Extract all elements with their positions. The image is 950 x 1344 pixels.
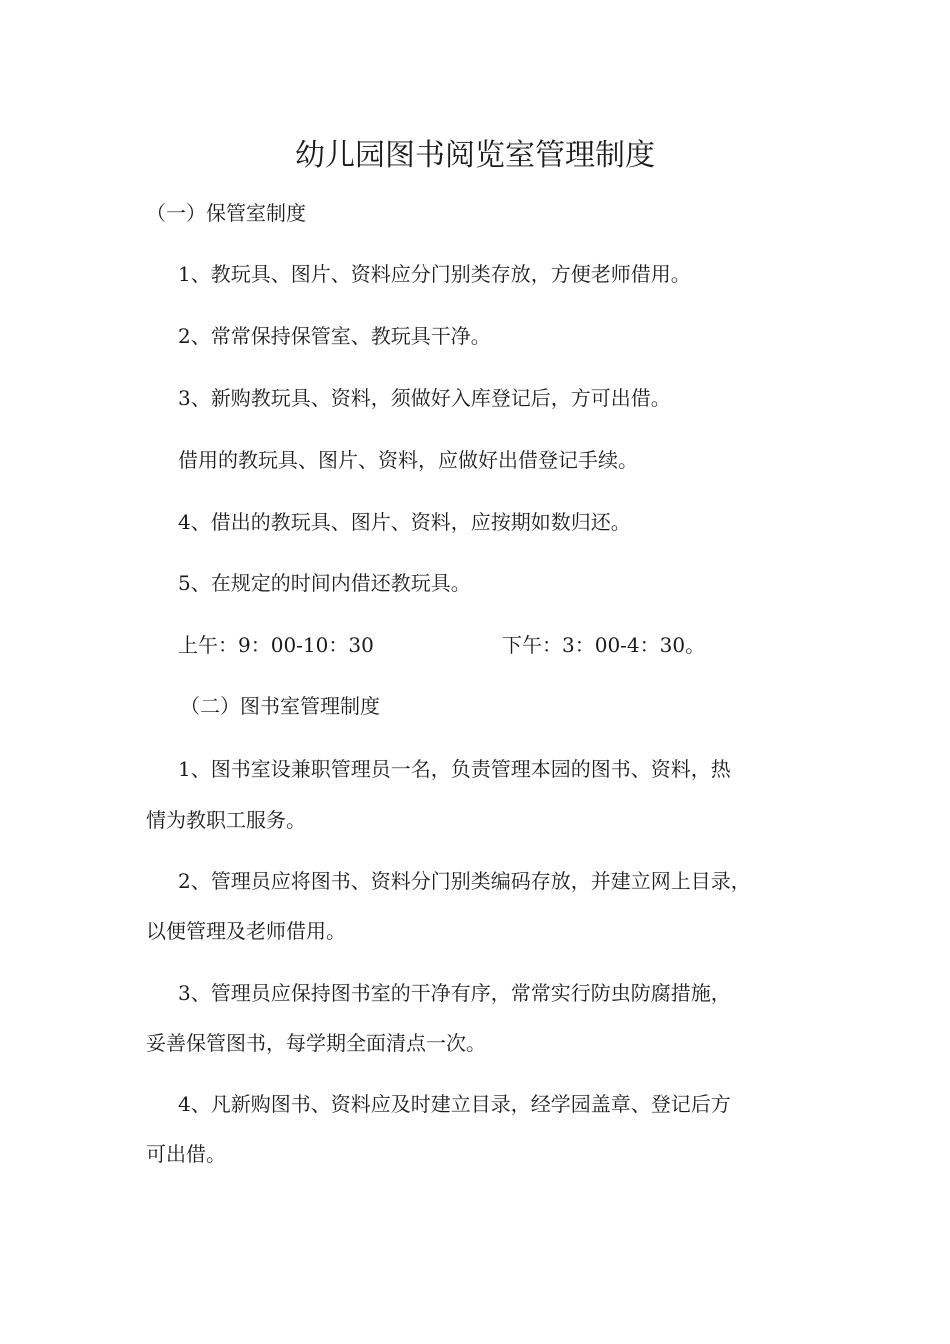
section2-item-3-line1: 3、管理员应保持图书室的干净有序，常常实行防虫防腐措施， [178, 981, 731, 1005]
section1-item-1: 1、教玩具、图片、资料应分门别类存放，方便老师借用。 [178, 262, 691, 286]
section2-item-2-line1: 2、管理员应将图书、资料分门别类编码存放，并建立网上目录， [178, 869, 751, 893]
section2-item-4-line1: 4、凡新购图书、资料应及时建立目录，经学园盖章、登记后方 [178, 1092, 731, 1116]
section2-item-4-line2: 可出借。 [146, 1142, 226, 1166]
section2-heading: （二）图书室管理制度 [180, 694, 380, 718]
time-pm: 下午：3：00-4：30。 [502, 633, 706, 657]
section1-item-borrow: 借用的教玩具、图片、资料，应做好出借登记手续。 [178, 448, 638, 472]
section1-item-4: 4、借出的教玩具、图片、资料，应按期如数归还。 [178, 510, 631, 534]
section1-heading: （一）保管室制度 [146, 201, 306, 225]
time-am: 上午：9：00-10：30 [178, 633, 374, 657]
section1-item-5: 5、在规定的时间内借还教玩具。 [178, 571, 471, 595]
section2-item-1-line1: 1、图书室设兼职管理员一名，负责管理本园的图书、资料，热 [178, 757, 731, 781]
section1-item-2: 2、常常保持保管室、教玩具干净。 [178, 324, 491, 348]
section2-item-3-line2: 妥善保管图书，每学期全面清点一次。 [146, 1031, 486, 1055]
section2-item-1-line2: 情为教职工服务。 [146, 808, 306, 832]
document-title: 幼儿园图书阅览室管理制度 [295, 138, 655, 173]
section1-item-3: 3、新购教玩具、资料，须做好入库登记后，方可出借。 [178, 386, 671, 410]
section2-item-2-line2: 以便管理及老师借用。 [146, 919, 346, 943]
